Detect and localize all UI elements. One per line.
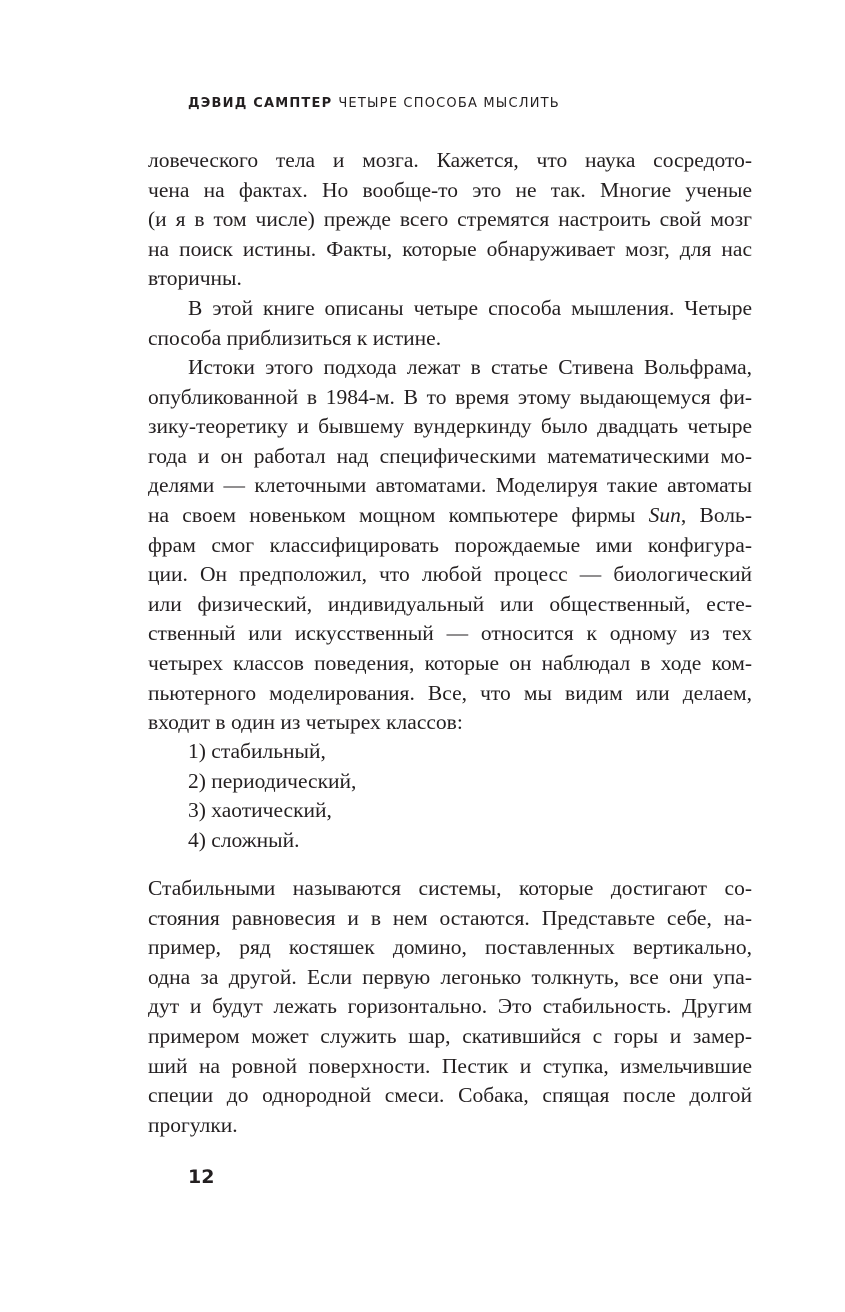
text-line: года и он работал над специфическими математическими мо- xyxy=(148,443,752,468)
text-line: одна за другой. Если первую легонько толкнуть, все они упа- xyxy=(148,964,752,989)
sun-line-before: на своем новеньком мощном компьютере фирмы xyxy=(148,502,649,527)
list-item: 1) стабильный, xyxy=(188,739,326,763)
sun-line-after: , Воль- xyxy=(680,502,752,527)
text-line: вторичны. xyxy=(148,266,242,291)
text-line: примером может служить шар, скатившийся с горы и замер- xyxy=(148,1023,752,1048)
text-line: опубликованной в 1984-м. В то время этому выдающемуся фи- xyxy=(148,384,752,409)
text-line: фрам смог классифицировать порождаемые ими конфигура- xyxy=(148,532,752,557)
text-line: ший на ровной поверхности. Пестик и ступка, измельчившие xyxy=(148,1053,752,1078)
text-line: четырех классов поведения, которые он наблюдал в ходе ком- xyxy=(148,650,752,675)
text-line: специи до однородной смеси. Собака, спящая после долгой xyxy=(148,1083,752,1108)
text-line: дут и будут лежать горизонтально. Это стабильность. Другим xyxy=(148,994,752,1019)
text-line: Истоки этого подхода лежат в статье Стивена Вольфрама, xyxy=(188,355,752,379)
text-line: зику-теоретику и бывшему вундеркинду было двадцать четыре xyxy=(148,414,752,439)
text-line-sun xyxy=(148,501,752,531)
text-line: ловеческого тела и мозга. Кажется, что наука сосредото- xyxy=(148,148,752,172)
paragraph-4 xyxy=(148,874,752,1140)
text-line: В этой книге описаны четыре способа мышления. Четыре xyxy=(188,296,752,320)
text-line: входит в один из четырех классов: xyxy=(148,710,463,735)
text-line: способа приблизиться к истине. xyxy=(148,325,442,350)
text-line: ции. Он предположил, что любой процесс — биологический xyxy=(148,562,752,587)
text-line: делями — клеточными автоматами. Моделируя такие автоматы xyxy=(148,473,752,498)
paragraph-3 xyxy=(148,353,752,738)
text-line: стояния равновесия и в нем остаются. Представьте себе, на- xyxy=(148,905,752,930)
page-number: 12 xyxy=(188,1166,215,1188)
header-author: ДЭВИД САМПТЕР xyxy=(188,96,333,111)
text-line: (и я в том числе) прежде всего стремятся настроить свой мозг xyxy=(148,207,752,232)
text-line: прогулки. xyxy=(148,1112,238,1137)
sun-brand: Sun xyxy=(648,502,681,527)
list-item: 4) сложный. xyxy=(188,827,300,852)
running-header xyxy=(188,96,560,111)
text-line: на поиск истины. Факты, которые обнаруживает мозг, для нас xyxy=(148,236,752,261)
paragraph-1 xyxy=(148,146,752,294)
list-item: 2) периодический, xyxy=(188,768,357,793)
header-book-title: ЧЕТЫРЕ СПОСОБА МЫСЛИТЬ xyxy=(338,96,560,111)
text-line: чена на фактах. Но вообще-то это не так. Многие ученые xyxy=(148,177,752,202)
classes-list xyxy=(188,737,356,855)
text-line: ственный или искусственный — относится к одному из тех xyxy=(148,621,752,646)
paragraph-2 xyxy=(148,294,752,353)
text-line: пример, ряд костяшек домино, поставленных вертикально, xyxy=(148,935,752,960)
text-line: или физический, индивидуальный или общественный, есте- xyxy=(148,591,752,616)
text-line: пьютерного моделирования. Все, что мы видим или делаем, xyxy=(148,680,752,705)
list-item: 3) хаотический, xyxy=(188,798,332,823)
text-line: Стабильными называются системы, которые достигают со- xyxy=(148,876,752,900)
